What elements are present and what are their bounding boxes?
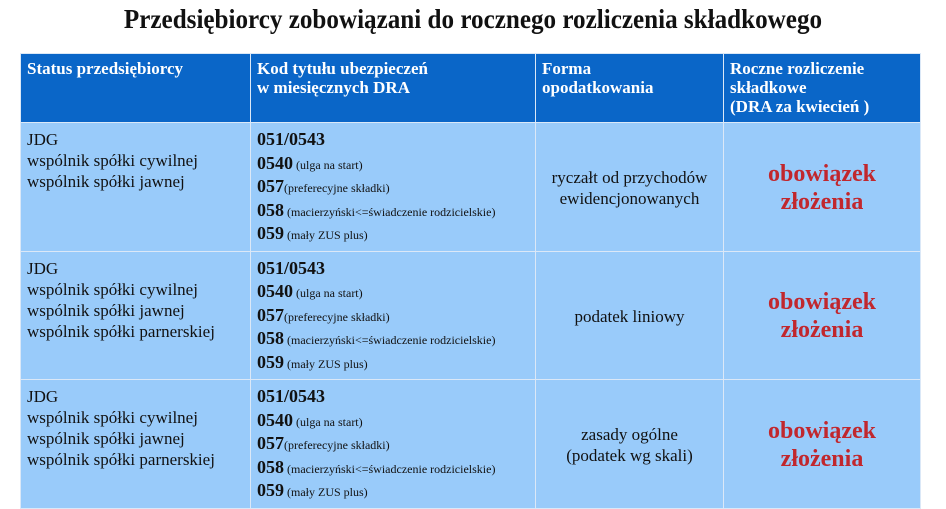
status-line: JDG	[27, 258, 59, 278]
code-note: (macierzyński<=świadczenie rodzicielskie)	[284, 333, 496, 347]
table-header-row	[21, 54, 921, 123]
status-line: wspólnik spółki jawnej	[27, 300, 185, 320]
code-line	[257, 281, 529, 305]
code-value: 059	[257, 351, 284, 372]
header-status	[21, 54, 251, 123]
forma-line: podatek liniowy	[574, 306, 685, 326]
forma-line: ewidencjonowanych	[559, 188, 700, 208]
code-value: 051/0543	[257, 129, 326, 149]
obligation-line: obowiązek	[768, 417, 876, 444]
code-line	[257, 223, 529, 247]
code-value: 058	[257, 199, 284, 220]
forma-line: ryczałt od przychodów	[551, 167, 708, 187]
forma-line: zasady ogólne	[581, 424, 678, 444]
code-line	[257, 153, 529, 177]
header-code	[251, 54, 536, 123]
code-note: (ulga na start)	[293, 157, 363, 172]
code-note: (preferecyjne składki)	[284, 181, 390, 195]
forma-cell	[536, 123, 724, 252]
forma-cell	[536, 251, 724, 380]
obligation-cell	[724, 123, 921, 252]
header-line: składkowe	[730, 78, 807, 97]
obligation-line: złożenia	[780, 445, 864, 472]
code-value: 059	[257, 223, 284, 243]
header-line: Forma	[542, 59, 592, 78]
header-forma	[536, 54, 724, 123]
code-line	[257, 200, 529, 224]
code-value: 059	[257, 480, 284, 500]
codes-cell	[251, 251, 536, 380]
code-line	[257, 176, 529, 200]
table-row	[21, 251, 921, 380]
code-line	[257, 129, 529, 153]
obligation-cell	[724, 380, 921, 509]
code-value: 058	[257, 328, 284, 348]
status-cell	[21, 380, 251, 509]
code-value: 0540	[257, 152, 293, 173]
status-line: wspólnik spółki cywilnej	[27, 279, 198, 299]
obligation-line: obowiązek	[768, 289, 876, 316]
code-value: 057	[257, 433, 284, 453]
forma-cell	[536, 380, 724, 509]
obligation-line: złożenia	[780, 317, 864, 344]
table-row	[21, 380, 921, 509]
code-line	[257, 328, 529, 352]
header-roczne	[724, 54, 921, 123]
code-line	[257, 352, 529, 376]
obligation-line: złożenia	[780, 188, 864, 215]
code-note: (mały ZUS plus)	[284, 356, 368, 371]
code-value: 051/0543	[257, 257, 326, 278]
code-note: (preferecyjne składki)	[284, 438, 390, 452]
code-note: (ulga na start)	[293, 286, 363, 300]
status-line: wspólnik spółki jawnej	[27, 172, 185, 191]
code-note: (preferecyjne składki)	[284, 309, 390, 324]
status-line: wspólnik spółki parnerskiej	[27, 321, 215, 341]
code-value: 051/0543	[257, 386, 326, 406]
code-line	[257, 480, 529, 504]
header-line: Status przedsiębiorcy	[27, 59, 183, 78]
header-line: opodatkowania	[542, 78, 654, 97]
code-value: 057	[257, 304, 284, 325]
forma-line: (podatek wg skali)	[566, 445, 693, 465]
status-line: wspólnik spółki cywilnej	[27, 408, 198, 427]
status-cell	[21, 251, 251, 380]
header-line: (DRA za kwiecień )	[730, 97, 870, 116]
status-line: JDG	[27, 387, 59, 406]
code-note: (ulga na start)	[293, 414, 363, 429]
code-line	[257, 410, 529, 434]
code-value: 058	[257, 456, 284, 477]
code-line	[257, 457, 529, 481]
codes-cell	[251, 123, 536, 252]
table-row	[21, 123, 921, 252]
status-line: wspólnik spółki cywilnej	[27, 151, 198, 170]
page-title: Przedsiębiorcy zobowiązani do rocznego rozliczenia składkowego	[123, 4, 823, 34]
header-line: Kod tytułu ubezpieczeń	[257, 59, 428, 78]
codes-cell	[251, 380, 536, 509]
status-line: JDG	[27, 130, 59, 149]
code-line	[257, 386, 529, 410]
code-note: (mały ZUS plus)	[284, 485, 368, 499]
code-line	[257, 305, 529, 329]
status-line: wspólnik spółki jawnej	[27, 429, 185, 448]
obligation-line: obowiązek	[768, 160, 876, 187]
header-line: w miesięcznych DRA	[257, 78, 410, 97]
code-line	[257, 433, 529, 457]
code-value: 0540	[257, 281, 293, 301]
status-cell	[21, 123, 251, 252]
code-note: (macierzyński<=świadczenie rodzicielskie)	[284, 461, 496, 476]
code-value: 0540	[257, 409, 293, 430]
code-note: (macierzyński<=świadczenie rodzicielskie)	[284, 204, 496, 219]
status-line: wspólnik spółki parnerskiej	[27, 450, 215, 469]
header-line: Roczne rozliczenie	[730, 59, 865, 78]
code-line	[257, 258, 529, 282]
obligation-cell	[724, 251, 921, 380]
code-note: (mały ZUS plus)	[284, 228, 368, 242]
code-value: 057	[257, 176, 284, 196]
settlement-table	[20, 53, 921, 509]
